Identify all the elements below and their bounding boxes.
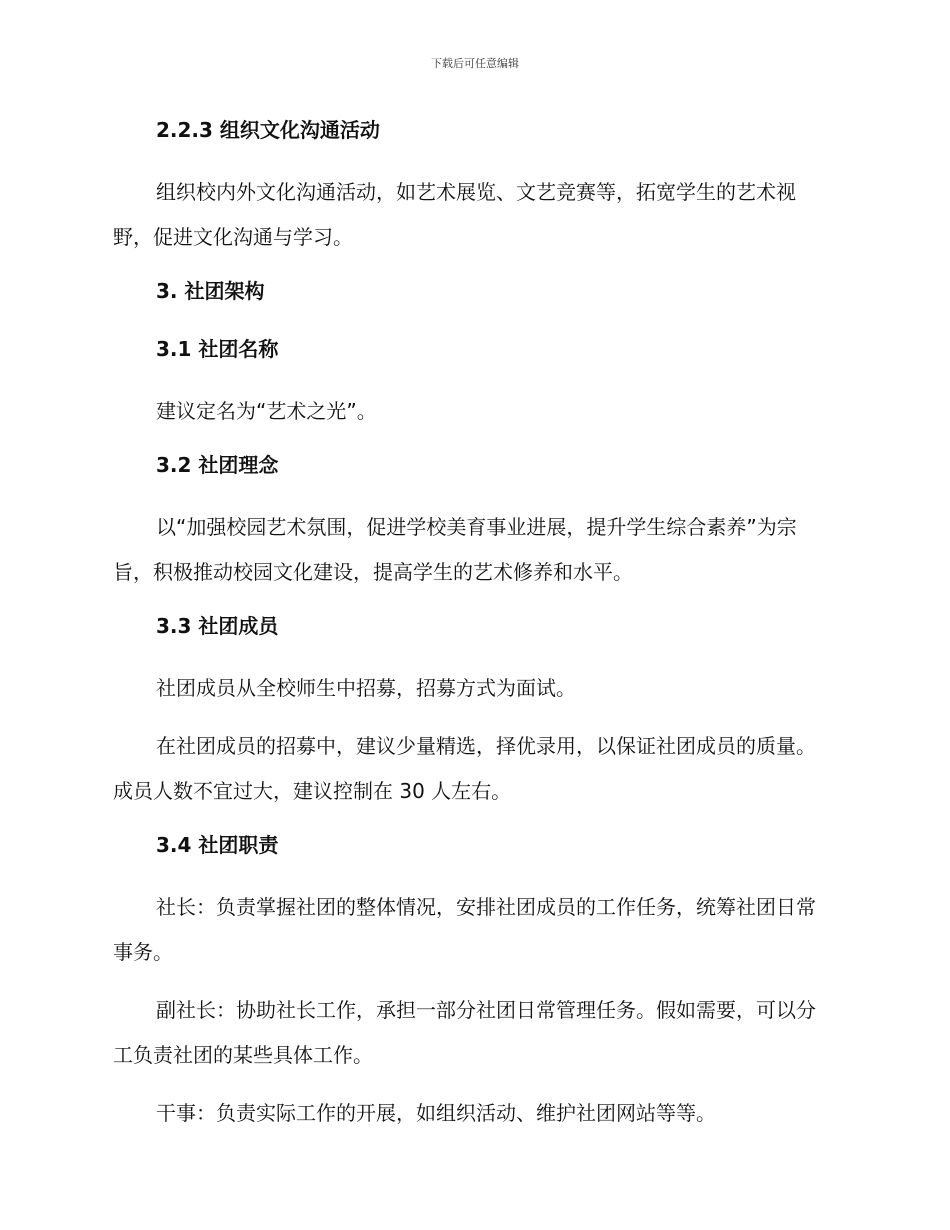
section-heading: 3.4 社团职责 (156, 833, 279, 857)
paragraph: 组织校内外文化沟通活动，如艺术展览、文艺竞赛等，拓宽学生的艺术视野，促进文化沟通与学习。 (113, 180, 796, 249)
section-heading: 2.2.3 组织文化沟通活动 (156, 118, 380, 142)
paragraph: 在社团成员的招募中，建议少量精选，择优录用，以保证社团成员的质量。成员人数不宜过大，建议控制在 30 人左右。 (113, 734, 816, 803)
section-heading: 3.2 社团理念 (156, 453, 279, 477)
paragraph: 社长：负责掌握社团的整体情况，安排社团成员的工作任务，统筹社团日常事务。 (113, 895, 816, 964)
paragraph: 社团成员从全校师生中招募，招募方式为面试。 (156, 676, 576, 700)
paragraph: 副社长：协助社长工作，承担一部分社团日常管理任务。假如需要，可以分工负责社团的某些具体工作。 (113, 998, 816, 1067)
paragraph: 以“加强校园艺术氛围，促进学校美育事业进展，提升学生综合素养”为宗旨，积极推动校园文化建设，提高学生的艺术修养和水平。 (113, 515, 797, 584)
paragraph: 建议定名为“艺术之光”。 (156, 399, 377, 423)
section-heading: 3.1 社团名称 (156, 337, 279, 361)
section-heading: 3.3 社团成员 (156, 614, 279, 638)
paragraph: 干事：负责实际工作的开展，如组织活动、维护社团网站等等。 (156, 1101, 716, 1125)
document-body (113, 112, 835, 1149)
section-heading: 3. 社团架构 (156, 279, 265, 303)
page-header: 下载后可任意编辑 (431, 57, 519, 70)
